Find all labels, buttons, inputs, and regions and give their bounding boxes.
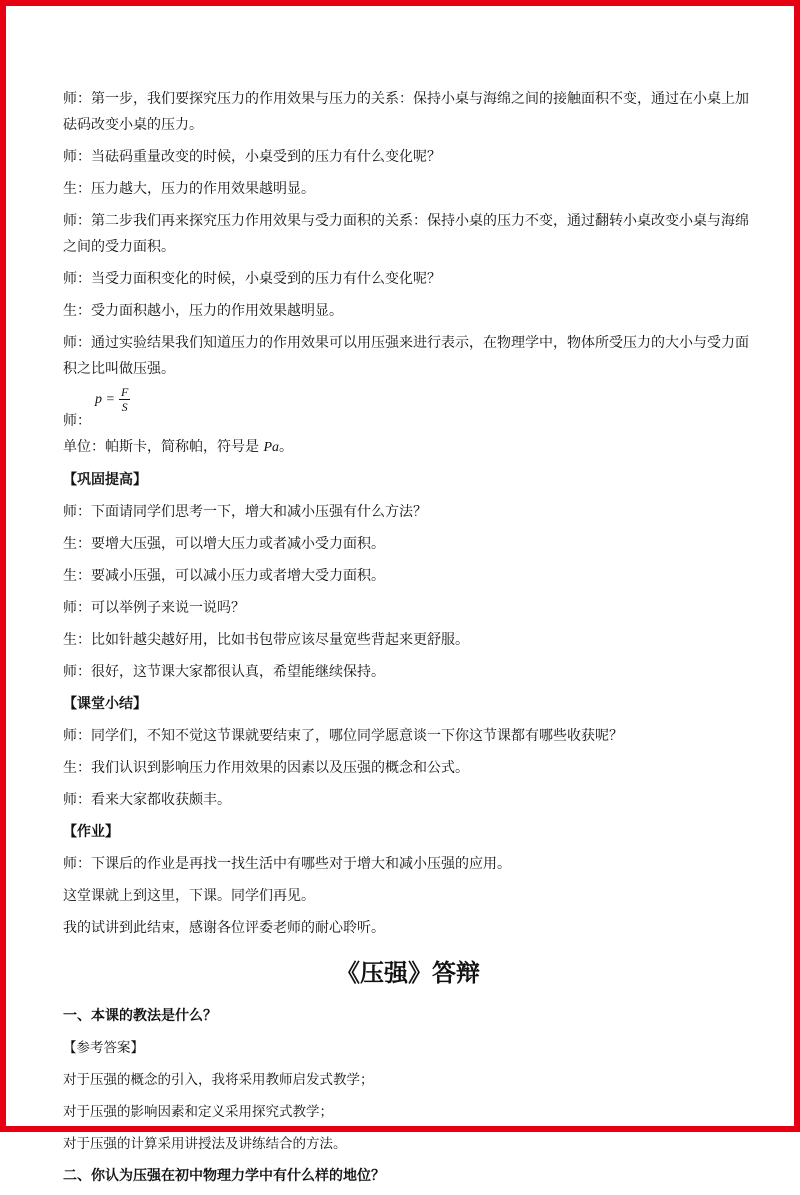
section-heading: 【课堂小结】 (63, 696, 147, 712)
answer-label: 【参考答案】 (63, 1040, 144, 1056)
formula-numerator: F (120, 385, 129, 399)
dialogue-line: 生：受力面积越小，压力的作用效果越明显。 (63, 303, 343, 319)
formula-speaker: 师： (63, 413, 91, 429)
dialogue-line: 师：第二步我们再来探究压力作用效果与受力面积的关系：保持小桌的压力不变，通过翻转小桌改变小桌与海绵之间的受力面积。 (63, 213, 749, 255)
dialogue-line: 师：第一步，我们要探究压力的作用效果与压力的关系：保持小桌与海绵之间的接触面积不变，通过在小桌上加砝码改变小桌的压力。 (63, 91, 749, 133)
defense-title: 《压强》答辩 (336, 958, 480, 987)
pressure-formula (63, 385, 753, 430)
dialogue-line: 师：看来大家都收获颇丰。 (63, 792, 231, 808)
question-heading: 一、本课的教法是什么？ (63, 1008, 217, 1024)
document-body (63, 86, 753, 1195)
section-heading: 【巩固提高】 (63, 472, 147, 488)
dialogue-line: 师：同学们，不知不觉这节课就要结束了，哪位同学愿意谈一下你这节课都有哪些收获呢？ (63, 728, 623, 744)
formula-fraction (119, 385, 130, 414)
lesson-dialogue (63, 86, 753, 382)
unit-suffix: 。 (279, 439, 294, 455)
unit-symbol: Pa (263, 440, 280, 455)
summary-section (63, 691, 753, 813)
dialogue-line: 师：下课后的作业是再找一找生活中有哪些对于增大和减小压强的应用。 (63, 856, 511, 872)
dialogue-line: 师：通过实验结果我们知道压力的作用效果可以用压强来进行表示，在物理学中，物体所受压力的大小与受力面积之比叫做压强。 (63, 335, 749, 377)
dialogue-line: 生：要减小压强，可以减小压力或者增大受力面积。 (63, 568, 385, 584)
question-heading: 二、你认为压强在初中物理力学中有什么样的地位？ (63, 1168, 385, 1184)
formula-lhs: p = (95, 391, 115, 407)
answer-line: 对于压强的影响因素和定义采用探究式教学； (63, 1104, 333, 1120)
defense-question-2 (63, 1163, 753, 1189)
dialogue-line: 师：当受力面积变化的时候，小桌受到的压力有什么变化呢？ (63, 271, 441, 287)
formula-expression (95, 385, 130, 414)
formula-denominator: S (121, 400, 128, 414)
dialogue-line: 生：要增大压强，可以增大压力或者减小受力面积。 (63, 536, 385, 552)
dialogue-line: 师：当砝码重量改变的时候，小桌受到的压力有什么变化呢？ (63, 149, 441, 165)
dialogue-line: 师：可以举例子来说一说吗？ (63, 600, 245, 616)
answer-line: 对于压强的计算采用讲授法及讲练结合的方法。 (63, 1136, 347, 1152)
consolidate-section (63, 467, 753, 685)
dialogue-line: 生：我们认识到影响压力作用效果的因素以及压强的概念和公式。 (63, 760, 469, 776)
dialogue-line: 师：下面请同学们思考一下，增大和减小压强有什么方法？ (63, 504, 427, 520)
dialogue-line: 这堂课就上到这里，下课。同学们再见。 (63, 888, 315, 904)
dialogue-line: 师：很好，这节课大家都很认真，希望能继续保持。 (63, 664, 385, 680)
unit-line (63, 434, 753, 461)
dialogue-line: 我的试讲到此结束，感谢各位评委老师的耐心聆听。 (63, 920, 385, 936)
section-heading: 【作业】 (63, 824, 119, 840)
answer-line: 对于压强的概念的引入，我将采用教师启发式教学； (63, 1072, 374, 1088)
dialogue-line: 生：比如针越尖越好用，比如书包带应该尽量宽些背起来更舒服。 (63, 632, 469, 648)
dialogue-line: 生：压力越大，压力的作用效果越明显。 (63, 181, 315, 197)
homework-section (63, 819, 753, 941)
unit-prefix: 单位：帕斯卡，简称帕，符号是 (63, 439, 259, 455)
defense-question-1 (63, 1003, 753, 1157)
